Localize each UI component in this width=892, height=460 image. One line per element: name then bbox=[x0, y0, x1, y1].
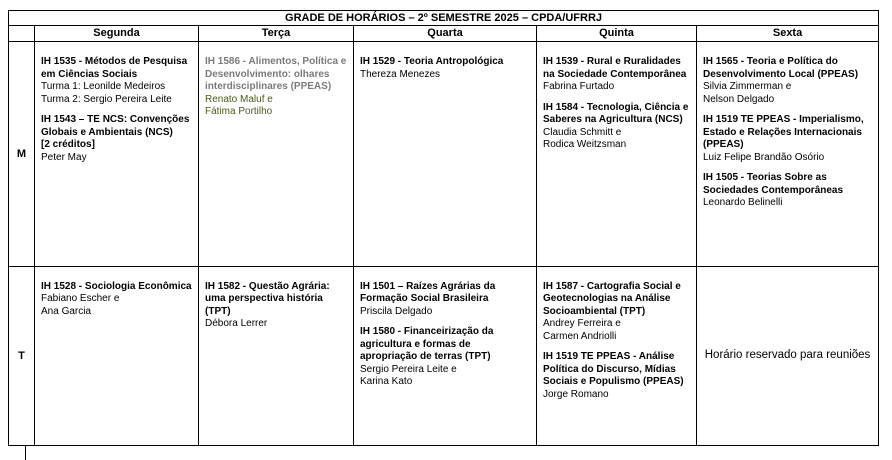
course-block bbox=[205, 56, 347, 119]
course-teacher: Renato Maluf e bbox=[205, 93, 273, 105]
period-label-afternoon: T bbox=[9, 266, 35, 445]
course-title: IH 1505 - Teorias Sobre as Sociedades Contemporâneas bbox=[703, 172, 844, 196]
course-teacher: Thereza Menezes bbox=[360, 68, 441, 80]
schedule-title: GRADE DE HORÁRIOS – 2º SEMESTRE 2025 – CPDA/UFRRJ bbox=[9, 11, 879, 26]
course-block bbox=[360, 56, 530, 81]
course-teacher: Silvia Zimmerman e bbox=[703, 81, 792, 93]
course-title: IH 1519 TE PPEAS - Imperialismo, Estado e Relações Internacionais (PPEAS) bbox=[703, 114, 864, 151]
course-teacher: Débora Lerrer bbox=[205, 318, 268, 330]
day-header-quarta: Quarta bbox=[354, 26, 537, 42]
page-edge-mark bbox=[25, 446, 26, 460]
course-teacher: Fabrina Furtado bbox=[543, 81, 615, 93]
day-header-quinta: Quinta bbox=[537, 26, 697, 42]
course-title: IH 1539 - Rural e Ruralidades na Sociedade Contemporânea bbox=[543, 56, 687, 80]
day-header-terca: Terça bbox=[199, 26, 354, 42]
course-teacher: Rodica Weitzsman bbox=[543, 139, 627, 151]
course-teacher: Fátima Portilho bbox=[205, 106, 273, 118]
cell-m-sexta bbox=[697, 42, 879, 267]
course-teacher: Nelson Delgado bbox=[703, 93, 775, 105]
course-block bbox=[41, 114, 192, 164]
course-credits: [2 créditos] bbox=[41, 139, 95, 151]
course-teacher: Turma 2: Sergio Pereira Leite bbox=[41, 93, 172, 105]
cell-t-segunda bbox=[35, 266, 199, 445]
course-title: IH 1582 - Questão Agrária: uma perspectiva história (TPT) bbox=[205, 280, 330, 317]
course-teacher: Andrey Ferreira e bbox=[543, 318, 621, 330]
cell-m-quarta bbox=[354, 42, 537, 267]
course-block bbox=[543, 102, 690, 152]
period-label-morning: M bbox=[9, 42, 35, 267]
course-block bbox=[360, 326, 530, 389]
course-block bbox=[703, 56, 872, 106]
day-header-segunda: Segunda bbox=[35, 26, 199, 42]
course-teacher: Sergio Pereira Leite e bbox=[360, 363, 457, 375]
course-title: IH 1528 - Sociologia Econômica bbox=[41, 280, 192, 292]
corner-cell bbox=[9, 26, 35, 42]
afternoon-row bbox=[9, 266, 879, 445]
course-block bbox=[543, 281, 690, 344]
course-block bbox=[41, 281, 192, 319]
course-block bbox=[703, 114, 872, 164]
course-title: IH 1565 - Teoria e Política do Desenvolvimento Local (PPEAS) bbox=[703, 56, 859, 80]
course-title: IH 1580 - Financeirização da agricultura e formas de apropriação de terras (TPT) bbox=[360, 326, 494, 363]
course-block bbox=[205, 281, 347, 331]
day-header-row bbox=[9, 26, 879, 42]
course-title: IH 1529 - Teoria Antropológica bbox=[360, 56, 504, 68]
course-title: IH 1586 - Alimentos, Política e Desenvolvimento: olhares interdisciplinares (PPEAS) bbox=[205, 56, 347, 93]
course-title: IH 1543 – TE NCS: Convenções Globais e Ambientais (NCS) bbox=[41, 114, 190, 138]
course-title: IH 1519 TE PPEAS - Análise Política do Discurso, Mídias Sociais e Populismo (PPEAS) bbox=[543, 351, 684, 388]
course-teacher: Karina Kato bbox=[360, 376, 413, 388]
cell-m-terca bbox=[199, 42, 354, 267]
course-title: IH 1535 - Métodos de Pesquisa em Ciências Sociais bbox=[41, 56, 188, 80]
course-teacher: Luiz Felipe Brandão Osório bbox=[703, 151, 825, 163]
course-teacher: Turma 1: Leonilde Medeiros bbox=[41, 81, 166, 93]
course-block bbox=[543, 351, 690, 401]
course-teacher: Carmen Andriolli bbox=[543, 330, 617, 342]
course-block bbox=[543, 56, 690, 94]
cell-t-terca bbox=[199, 266, 354, 445]
course-teacher: Peter May bbox=[41, 151, 87, 163]
schedule-table bbox=[8, 10, 879, 446]
cell-t-quarta bbox=[354, 266, 537, 445]
course-title: IH 1501 – Raízes Agrárias da Formação Social Brasileira bbox=[360, 280, 496, 305]
course-block bbox=[703, 172, 872, 210]
cell-m-quinta bbox=[537, 42, 697, 267]
course-title: IH 1587 - Cartografia Social e Geotecnologias na Análise Socioambiental (TPT) bbox=[543, 280, 681, 317]
course-teacher: Claudia Schmitt e bbox=[543, 126, 622, 138]
course-block bbox=[360, 281, 530, 319]
cell-t-quinta bbox=[537, 266, 697, 445]
course-teacher: Fabiano Escher e bbox=[41, 293, 120, 305]
course-teacher: Leonardo Belinelli bbox=[703, 197, 783, 209]
morning-row bbox=[9, 42, 879, 267]
course-teacher: Priscila Delgado bbox=[360, 305, 433, 317]
course-teacher: Jorge Romano bbox=[543, 388, 609, 400]
day-header-sexta: Sexta bbox=[697, 26, 879, 42]
course-block bbox=[41, 56, 192, 106]
course-title: IH 1584 - Tecnologia, Ciência e Saberes na Agricultura (NCS) bbox=[543, 101, 689, 126]
cell-m-segunda bbox=[35, 42, 199, 267]
course-teacher: Ana Garcia bbox=[41, 305, 92, 317]
cell-t-sexta-reserved: Horário reservado para reuniões bbox=[697, 266, 879, 445]
